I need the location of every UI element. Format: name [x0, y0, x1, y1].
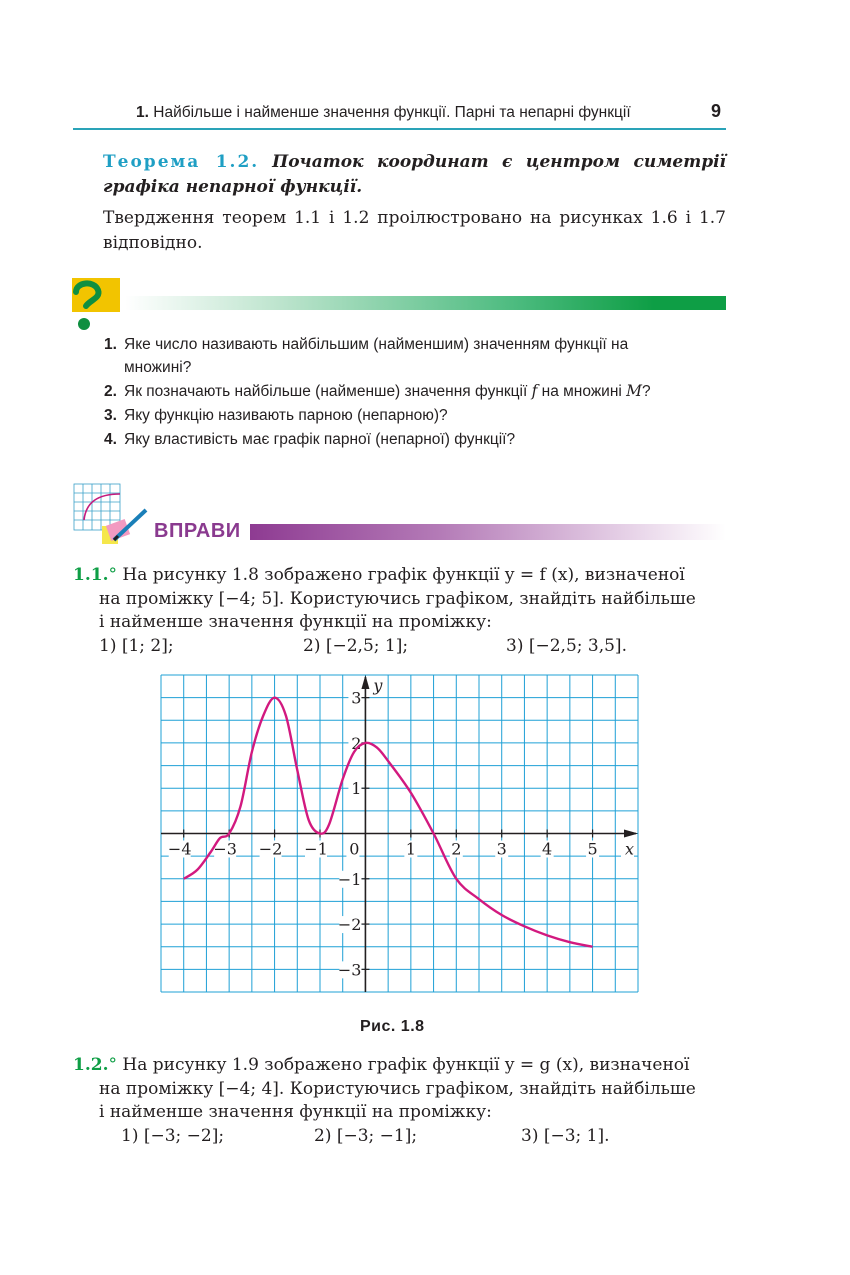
section-number: 1.: [136, 104, 149, 121]
page-number: 9: [711, 101, 722, 121]
exercise-text: на проміжку [−4; 5]. Користуючись графіком, знайдіть найбільше: [99, 588, 696, 609]
question-text: Яке число називають найбільшим (найменшим) значенням функції на: [124, 336, 629, 353]
exercise-text: На рисунку 1.8 зображено графік функції y = f (x), визначеної: [122, 565, 685, 585]
illustration-note: Твердження теорем 1.1 і 1.2 проілюстровано на рисунках 1.6 і 1.7 відповідно.: [103, 208, 726, 253]
exercise-options: [73, 635, 726, 658]
option-3: 3) [−2,5; 3,5].: [506, 635, 627, 656]
exercise-number: 1.1.: [73, 565, 109, 585]
header-rule: [73, 128, 726, 130]
exercise-text: На рисунку 1.9 зображено графік функції y = g (x), визначеної: [122, 1055, 690, 1075]
x-axis-label: x: [624, 839, 634, 859]
exercises-icon: [72, 482, 152, 552]
exercise-1-1: [73, 564, 726, 658]
exercise-text: і найменше значення функції на проміжку:: [99, 1102, 492, 1122]
theorem-statement: Початок координат є центром симетрії графіка непарної функції.: [103, 152, 726, 197]
y-axis-arrow: [361, 675, 369, 689]
x-tick-label: 1: [405, 839, 416, 859]
section-title: Найбільше і найменше значення функції. Парні та непарні функції: [153, 104, 631, 121]
x-axis-arrow: [624, 830, 638, 838]
question-mark-icon: [72, 278, 120, 332]
exercise-number: 1.2.: [73, 1055, 109, 1075]
x-tick-label: 5: [587, 839, 598, 859]
y-axis-label: y: [373, 676, 383, 695]
y-tick-label: −3: [337, 960, 362, 980]
running-header: [136, 104, 631, 122]
option-2: 2) [−3; −1];: [314, 1125, 418, 1146]
option-1: 1) [−3; −2];: [121, 1125, 225, 1146]
x-tick-label: 3: [496, 839, 507, 859]
exercise-1-2: [73, 1054, 726, 1148]
y-tick-label: −1: [337, 869, 362, 889]
function-symbol: f: [531, 382, 538, 400]
figure-1-8: [160, 674, 640, 1000]
y-tick-label: −2: [337, 915, 362, 935]
question-text: Яку функцію називають парною (непарною)?: [124, 407, 448, 424]
x-tick-label: −3: [213, 839, 237, 859]
question-2: [104, 380, 726, 403]
y-tick-label: 3: [351, 688, 362, 708]
x-tick-label: 0: [349, 839, 360, 859]
option-2: 2) [−2,5; 1];: [303, 635, 409, 656]
difficulty-mark: °: [108, 1055, 117, 1075]
set-symbol: M: [626, 382, 643, 400]
exercises-title: ВПРАВИ: [154, 520, 241, 542]
option-3: 3) [−3; 1].: [521, 1125, 610, 1146]
theorem-1-2: [103, 150, 726, 200]
question-text-mid: на множині: [537, 383, 627, 400]
x-tick-label: −4: [167, 839, 192, 859]
option-1: 1) [1; 2];: [99, 635, 174, 656]
question-text-end: ?: [642, 383, 651, 400]
difficulty-mark: °: [108, 565, 117, 585]
y-tick-label: 2: [351, 733, 362, 753]
x-tick-label: −2: [258, 839, 283, 859]
y-tick-label: 1: [351, 779, 362, 799]
exercise-options: [73, 1125, 726, 1148]
question-text: Як позначають найбільше (найменше) значення функції: [124, 383, 532, 400]
x-tick-label: −1: [304, 839, 328, 859]
exercise-text: на проміжку [−4; 4]. Користуючись графіком, знайдіть найбільше: [99, 1078, 696, 1099]
question-text: Яку властивість має графік парної (непарної) функції?: [124, 431, 516, 448]
exercise-text: і найменше значення функції на проміжку:: [99, 612, 492, 632]
question-number: 2.: [104, 383, 117, 400]
question-text-continued: множині?: [124, 359, 192, 376]
x-tick-label: 4: [542, 839, 553, 859]
question-3: [104, 404, 726, 427]
function-graph: [160, 674, 640, 996]
questions-header-bar: [125, 296, 726, 310]
x-tick-label: 2: [451, 839, 462, 859]
figure-caption: Рис. 1.8: [360, 1018, 425, 1035]
question-number: 4.: [104, 431, 117, 448]
question-4: [104, 428, 726, 451]
question-number: 3.: [104, 407, 117, 424]
theorem-label: Теорема 1.2.: [103, 152, 260, 172]
question-1: [104, 333, 726, 379]
question-number: 1.: [104, 336, 117, 353]
exercises-header-bar: [250, 524, 726, 540]
